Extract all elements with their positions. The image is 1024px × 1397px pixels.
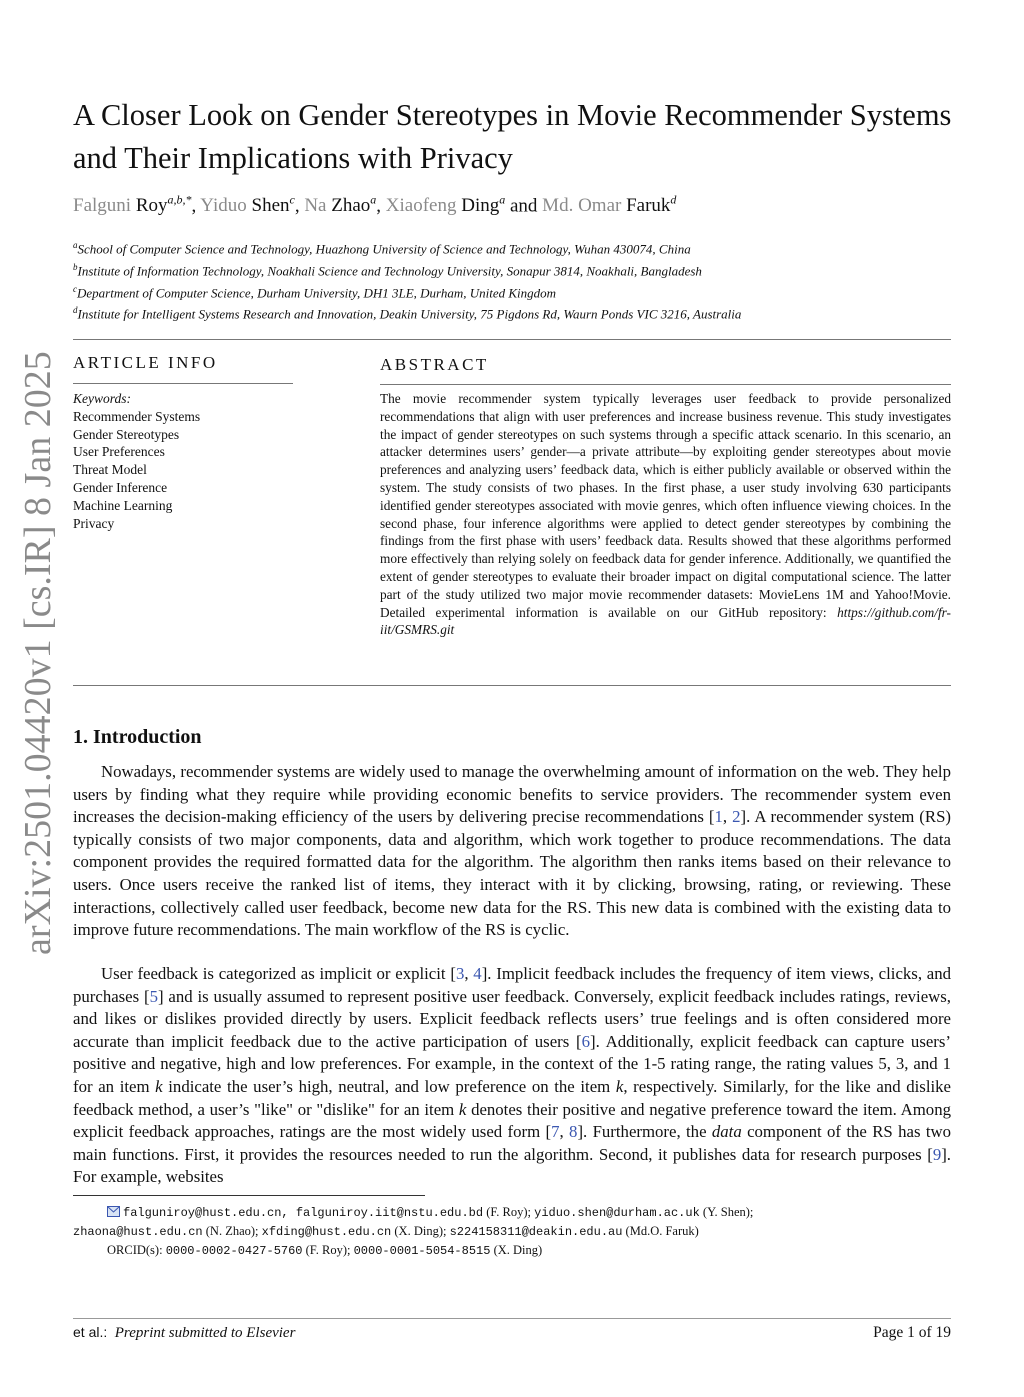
affiliation-text: Department of Computer Science, Durham University, DH1 3LE, Durham, United Kingdom: [77, 285, 557, 301]
author-first-name: Xiaofeng: [385, 195, 457, 217]
citation-link[interactable]: 1: [714, 807, 723, 827]
keyword-item: User Preferences: [73, 444, 165, 460]
author-name: [542, 195, 676, 216]
abstract-bottom-divider: [73, 685, 951, 686]
author-name: [200, 195, 295, 216]
footnote-emails-1: falguniroy@hust.edu.cn, falguniroy.iit@nstu.edu.bd (F. Roy); yiduo.shen@durham.ac.uk (Y. Shen);: [73, 1203, 953, 1222]
footer-authors: et al.:: [73, 1324, 108, 1340]
contact-id: xfding@hust.edu.cn: [261, 1225, 392, 1239]
affiliation-b: [73, 262, 702, 279]
footnote-orcid: ORCID(s): 0000-0002-0427-5760 (F. Roy); 0000-0001-5054-8515 (X. Ding): [107, 1243, 543, 1258]
intro-paragraph-1: Nowadays, recommender systems are widely used to manage the overwhelming amount of information on the web. They help users by finding what they require while providing economic benefits to service providers. The recommender system even increases the decision-making efficiency of the users by delivering precise recommendations [1, 2]. A recommender system (RS) typically consists of two major components, data and algorithm, which work together to produce recommendations. The data component provides the required formatted data for the algorithm. The algorithm then ranks items based on their relevance to users. Once users receive the ranked list of items, they interact with it by clicking, browsing, rating, or reviewing. These interactions, collectively called user feedback, become new data for the RS. This new data is combined with the existing data to improve future recommendations. The main workflow of the RS is cyclic.: [73, 762, 951, 940]
affiliation-d: [73, 305, 741, 322]
citation-link[interactable]: 6: [581, 1031, 591, 1051]
math-symbol: k: [615, 1076, 624, 1096]
affiliation-mark: b: [73, 262, 78, 272]
affiliation-mark: d: [73, 305, 78, 315]
keyword-item: Gender Inference: [73, 479, 168, 495]
keyword-item: Threat Model: [73, 462, 147, 478]
math-symbol: data: [711, 1122, 742, 1142]
keywords-list: [73, 408, 303, 533]
author-affiliation-mark: a,b,*: [167, 193, 192, 207]
affiliation-a: [73, 240, 691, 257]
keyword-item: Machine Learning: [73, 497, 173, 513]
abstract-rule: [380, 384, 951, 385]
author-name: [73, 195, 192, 216]
author-last-name: Shen: [251, 195, 290, 217]
affiliation-c: [73, 284, 556, 301]
author-affiliation-mark: d: [670, 193, 677, 207]
author-first-name: Md. Omar: [542, 195, 622, 217]
author-name: [304, 195, 376, 216]
article-info-rule: [73, 383, 293, 384]
footer-preprint: Preprint submitted to Elsevier: [114, 1325, 296, 1341]
affiliation-text: School of Computer Science and Technology, Huazhong University of Science and Technology, Wuhan 430074, China: [77, 241, 691, 257]
author-first-name: Yiduo: [200, 195, 247, 217]
citation-link[interactable]: 2: [732, 807, 741, 827]
citation-link[interactable]: 5: [149, 986, 158, 1006]
contact-id: falguniroy@hust.edu.cn, falguniroy.iit@nstu.edu.bd: [123, 1206, 484, 1220]
keyword-item: Recommender Systems: [73, 408, 201, 424]
author-last-name: Ding: [461, 195, 500, 217]
math-symbol: k: [458, 1099, 467, 1119]
section-heading-introduction: 1. Introduction: [73, 726, 202, 748]
keyword-item: Gender Stereotypes: [73, 426, 180, 442]
footnote: [73, 1203, 953, 1260]
github-link[interactable]: https://github.com/fr-iit/GSMRS.git: [380, 604, 951, 638]
keywords-block: [73, 390, 303, 532]
abstract-heading: ABSTRACT: [380, 355, 489, 374]
paper-title: A Closer Look on Gender Stereotypes in Movie Recommender Systems and Their Implications with Privacy: [73, 98, 952, 175]
keyword-item: Privacy: [73, 515, 115, 531]
contact-id: 0000-0001-5054-8515: [353, 1244, 491, 1258]
citation-link[interactable]: 7: [551, 1122, 560, 1142]
author-conjunction: and: [509, 195, 538, 217]
author-list: Falguni Roy$^{a,b,*}$, Yiduo Shen$^c$, Na Zhao$^a$, Xiaofeng Ding$^a$ and Md. Omar Faruk$^d$: [73, 193, 677, 217]
author-affiliation-mark: c: [289, 193, 295, 207]
author-last-name: Roy: [135, 195, 168, 217]
citation-link[interactable]: 4: [473, 964, 482, 983]
arxiv-stamp: arXiv:2501.04420v1 [cs.IR] 8 Jan 2025: [17, 351, 59, 955]
author-last-name: Faruk: [626, 195, 671, 217]
contact-id: zhaona@hust.edu.cn: [73, 1225, 203, 1239]
abstract-body: [380, 390, 951, 639]
author-first-name: Na: [304, 195, 327, 217]
math-symbol: k: [155, 1076, 163, 1096]
author-affiliation-mark: a: [499, 193, 506, 207]
author-name: [386, 195, 505, 216]
author-last-name: Zhao: [331, 195, 371, 217]
footnote-emails-2: zhaona@hust.edu.cn (N. Zhao); xfding@hust.edu.cn (X. Ding); s224158311@deakin.edu.au (Md.O. Faruk): [73, 1224, 699, 1239]
keywords-label: Keywords:: [73, 391, 131, 406]
footer-left: [73, 1324, 295, 1342]
affiliation-mark: c: [73, 284, 77, 294]
citation-link[interactable]: 9: [932, 1144, 942, 1164]
author-affiliation-mark: a: [370, 193, 377, 207]
footer-rule: [73, 1318, 951, 1319]
citation-link[interactable]: 8: [569, 1122, 578, 1142]
affiliation-text: Institute of Information Technology, Noakhali Science and Technology University, Sonapur 3814, Noakhali, Bangladesh: [77, 263, 702, 279]
affiliation-mark: a: [73, 240, 78, 250]
contact-id: yiduo.shen@durham.ac.uk: [534, 1206, 700, 1220]
author-first-name: Falguni: [73, 195, 132, 217]
footnote-rule: [73, 1195, 425, 1196]
page-number: Page 1 of 19: [873, 1324, 951, 1341]
intro-paragraph-2: User feedback is categorized as implicit or explicit [3, 4]. Implicit feedback includes the frequency of item views, clicks, and purchases [5] and is usually assumed to represent positive user feedback. Conversely, explicit feedback includes ratings, reviews, and likes or dislikes provided directly by users. Explicit feedback reflects users’ true feelings and is often considered more accurate than implicit feedback due to the active participation of users [6]. Additionally, explicit feedback can capture users’ positive and negative, high and low preferences. For example, in the context of the 1-5 rating range, the rating values 5, 3, and 1 for an item k indicate the user’s high, neutral, and low preference on the item k, respectively. Similarly, for the like and dislike feedback method, a user’s "like" or "dislike" for an item k denotes their positive and negative preference toward the item. Among explicit feedback approaches, ratings are the most widely used form [7, 8]. Furthermore, the data component of the RS has two main functions. First, it provides the resources needed to run the algorithm. Second, it publishes data for research purposes [9]. For example, websites: [73, 964, 952, 1187]
citation-link[interactable]: 3: [455, 964, 465, 983]
article-info-heading: ARTICLE INFO: [73, 353, 218, 372]
contact-id: 0000-0002-0427-5760: [165, 1244, 303, 1258]
contact-id: s224158311@deakin.edu.au: [449, 1225, 623, 1239]
envelope-icon: [107, 1206, 120, 1217]
top-divider: [73, 339, 951, 340]
affiliation-text: Institute for Intelligent Systems Research and Innovation, Deakin University, 75 Pigdons Rd, Waurn Ponds VIC 3216, Australia: [77, 306, 742, 322]
abstract-text: The movie recommender system typically leverages user feedback to provide personalized recommendations that align with user preferences and increase business revenue. This study investigates the impact of gender stereotypes on such systems through a specific attack scenario. In this scenario, an attacker determines users’ gender—a private attribute—by exploiting gender stereotypes about movie preferences and analyzing users’ feedback data, which is either publicly available or observed within the system. The study consists of two phases. In the first phase, a user study involving 630 participants identified gender stereotypes associated with movie genres, which often influence viewing choices. In the second phase, four inference algorithms were applied to detect gender stereotypes by combining the findings from the first phase with users’ feedback data. Results showed that these algorithms performed more effectively than relying solely on feedback data for gender inference. Additionally, we quantified the extent of gender stereotypes to evaluate their broader impact on digital computational science. The latter part of the study utilized two major movie recommender datasets: MovieLens 1M and Yahoo!Movie. Detailed experimental information is available on our GitHub repository:: [380, 391, 951, 620]
